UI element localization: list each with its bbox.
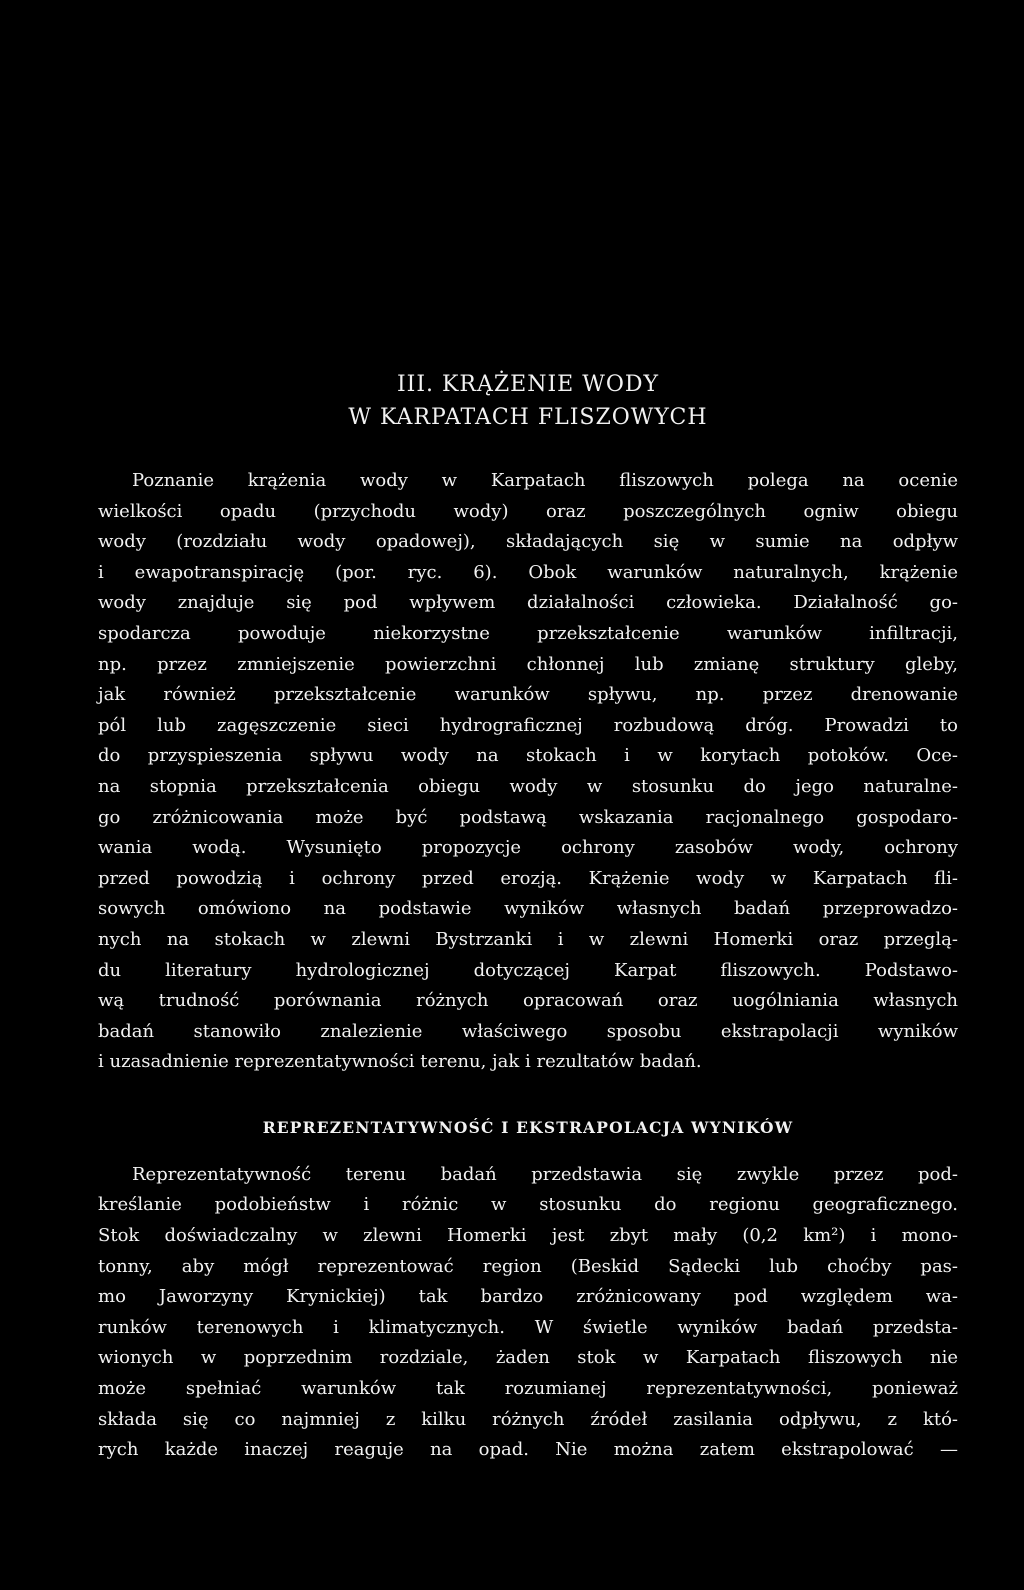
text-line: wionych w poprzednim rozdziale, żaden stok w Karpatach fliszowych nie	[98, 1347, 958, 1369]
text-line: składa się co najmniej z kilku różnych źródeł zasilania odpływu, z któ-	[98, 1408, 958, 1430]
text-line: tonny, aby mógł reprezentować region (Beskid Sądecki lub choćby pas-	[98, 1255, 958, 1277]
text-line: i uzasadnienie reprezentatywności terenu, jak i rezultatów badań.	[98, 1051, 702, 1073]
section-heading: REPREZENTATYWNOŚĆ I EKSTRAPOLACJA WYNIKÓW	[262, 1117, 794, 1137]
text-line: spodarcza powoduje niekorzystne przekształcenie warunków infiltracji,	[98, 622, 958, 644]
chapter-title-line-2: W KARPATACH FLISZOWYCH	[348, 405, 708, 430]
text-line: Reprezentatywność terenu badań przedstawia się zwykle przez pod-	[132, 1163, 958, 1185]
text-line: jak również przekształcenie warunków spływu, np. przez drenowanie	[98, 684, 958, 706]
section-paragraph	[98, 1160, 958, 1466]
text-line: badań stanowiło znalezienie właściwego sposobu ekstrapolacji wyników	[98, 1020, 958, 1042]
text-line: wą trudność porównania różnych opracowań oraz uogólniania własnych	[98, 990, 958, 1012]
text-line: np. przez zmniejszenie powierzchni chłonnej lub zmianę struktury gleby,	[98, 653, 958, 675]
chapter-title	[98, 368, 958, 434]
text-line: wody (rozdziału wody opadowej), składających się w sumie na odpływ	[98, 531, 958, 553]
text-line: do przyspieszenia spływu wody na stokach i w korytach potoków. Oce-	[98, 745, 958, 767]
text-line: sowych omówiono na podstawie wyników własnych badań przeprowadzo-	[98, 898, 958, 920]
text-line: mo Jaworzyny Krynickiej) tak bardzo zróżnicowany pod względem wa-	[98, 1286, 958, 1308]
intro-paragraph	[98, 466, 958, 1078]
text-line: kreślanie podobieństw i różnic w stosunku do regionu geograficznego.	[98, 1194, 958, 1216]
text-line: nych na stokach w zlewni Bystrzanki i w zlewni Homerki oraz przeglą-	[98, 928, 958, 950]
text-line: Poznanie krążenia wody w Karpatach fliszowych polega na ocenie	[132, 470, 958, 491]
text-line: na stopnia przekształcenia obiegu wody w stosunku do jego naturalne-	[98, 775, 958, 797]
text-line: rych każde inaczej reaguje na opad. Nie można zatem ekstrapolować —	[98, 1439, 958, 1461]
chapter-title-line-1: III. KRĄŻENIE WODY	[396, 372, 660, 397]
text-line: pól lub zagęszczenie sieci hydrograficznej rozbudową dróg. Prowadzi to	[98, 714, 958, 736]
text-line: i ewapotranspirację (por. ryc. 6). Obok warunków naturalnych, krążenie	[98, 561, 958, 583]
text-line: go zróżnicowania może być podstawą wskazania racjonalnego gospodaro-	[98, 806, 958, 828]
text-line: wody znajduje się pod wpływem działalności człowieka. Działalność go-	[98, 592, 958, 614]
text-line: może spełniać warunków tak rozumianej reprezentatywności, ponieważ	[98, 1378, 958, 1400]
text-line: przed powodzią i ochrony przed erozją. Krążenie wody w Karpatach fli-	[98, 867, 958, 889]
text-line: wania wodą. Wysunięto propozycje ochrony zasobów wody, ochrony	[98, 837, 958, 859]
text-line: du literatury hydrologicznej dotyczącej Karpat fliszowych. Podstawo-	[98, 959, 958, 981]
text-line: wielkości opadu (przychodu wody) oraz poszczególnych ogniw obiegu	[98, 500, 958, 522]
text-line: runków terenowych i klimatycznych. W świetle wyników badań przedsta-	[98, 1316, 958, 1338]
book-page	[98, 368, 958, 1466]
text-line: Stok doświadczalny w zlewni Homerki jest zbyt mały (0,2 km²) i mono-	[98, 1225, 958, 1247]
